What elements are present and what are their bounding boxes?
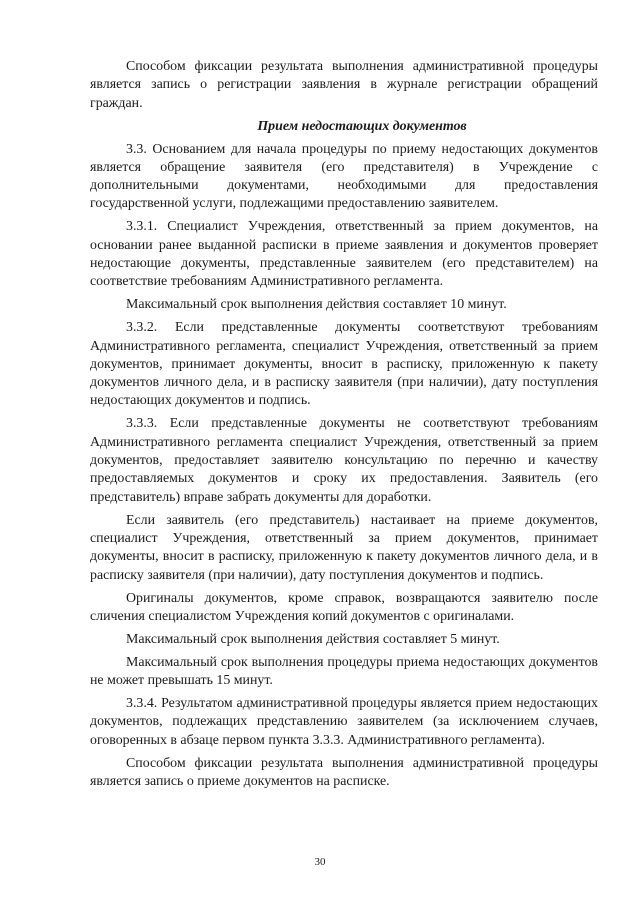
paragraph-3-3-4: 3.3.4. Результатом административной процедуры является прием недостающих документов, подлежащих представлению заявителем (за исключением случаев, оговоренных в абзаце первом пункта 3.3.3. Административного регламента).: [90, 696, 598, 748]
paragraph-max-time-15: Максимальный срок выполнения процедуры приема недостающих документов не может превышать 15 минут.: [90, 654, 598, 689]
paragraph-3-3-2: 3.3.2. Если представленные документы соответствуют требованиям Административного регламента, специалист Учреждения, ответственный за прием документов, принимает документы, вносит в расписку, приложенную к пакету документов личного дела, и в расписку заявителя (при наличии), дату поступления недостающих документов и подпись.: [90, 320, 598, 409]
paragraph-max-time-5: Максимальный срок выполнения действия составляет 5 минут.: [126, 631, 500, 647]
page-number: 30: [314, 856, 326, 868]
paragraph-applicant-insists: Если заявитель (его представитель) настаивает на приеме документов, специалист Учреждения, ответственный за прием документов, принимает документы, вносит в расписку, приложенную к пакету документов личного дела, и в расписку заявителя (при наличии), дату поступления документов и подпись.: [90, 512, 598, 583]
paragraph-fixation-registration: Способом фиксации результата выполнения административной процедуры является запись о регистрации заявления в журнале регистрации обращений граждан.: [90, 59, 598, 111]
paragraph-fixation-receipt: Способом фиксации результата выполнения административной процедуры является запись о приеме документов на расписке.: [90, 755, 598, 789]
paragraph-3-3: 3.3. Основанием для начала процедуры по приему недостающих документов является обращение заявителя (его представителя) в Учреждение с дополнительными документами, необходимыми для предоставления государственной услуги, подлежащими предоставлению заявителем.: [90, 141, 598, 212]
paragraph-originals-returned: Оригиналы документов, кроме справок, возвращаются заявителю после сличения специалистом Учреждения копий документов с оригиналами.: [90, 590, 598, 624]
paragraph-3-3-3: 3.3.3. Если представленные документы не соответствуют требованиям Административного регламента специалист Учреждения, ответственный за прием документов, предоставляет заявителю консультацию по перечню и качеству предоставляемых документов и сроку их предоставления. Заявитель (его представитель) вправе забрать документы для доработки.: [90, 416, 598, 505]
paragraph-3-3-1: 3.3.1. Специалист Учреждения, ответственный за прием документов, на основании ранее выданной расписки в приеме заявления и документов проверяет недостающие документы, представленные заявителем (его представителем) на соответствие требованиям Административного регламента.: [90, 219, 598, 290]
paragraph-max-time-10: Максимальный срок выполнения действия составляет 10 минут.: [126, 297, 507, 313]
section-heading: Прием недостающих документов: [257, 118, 467, 134]
document-page: [90, 58, 598, 796]
